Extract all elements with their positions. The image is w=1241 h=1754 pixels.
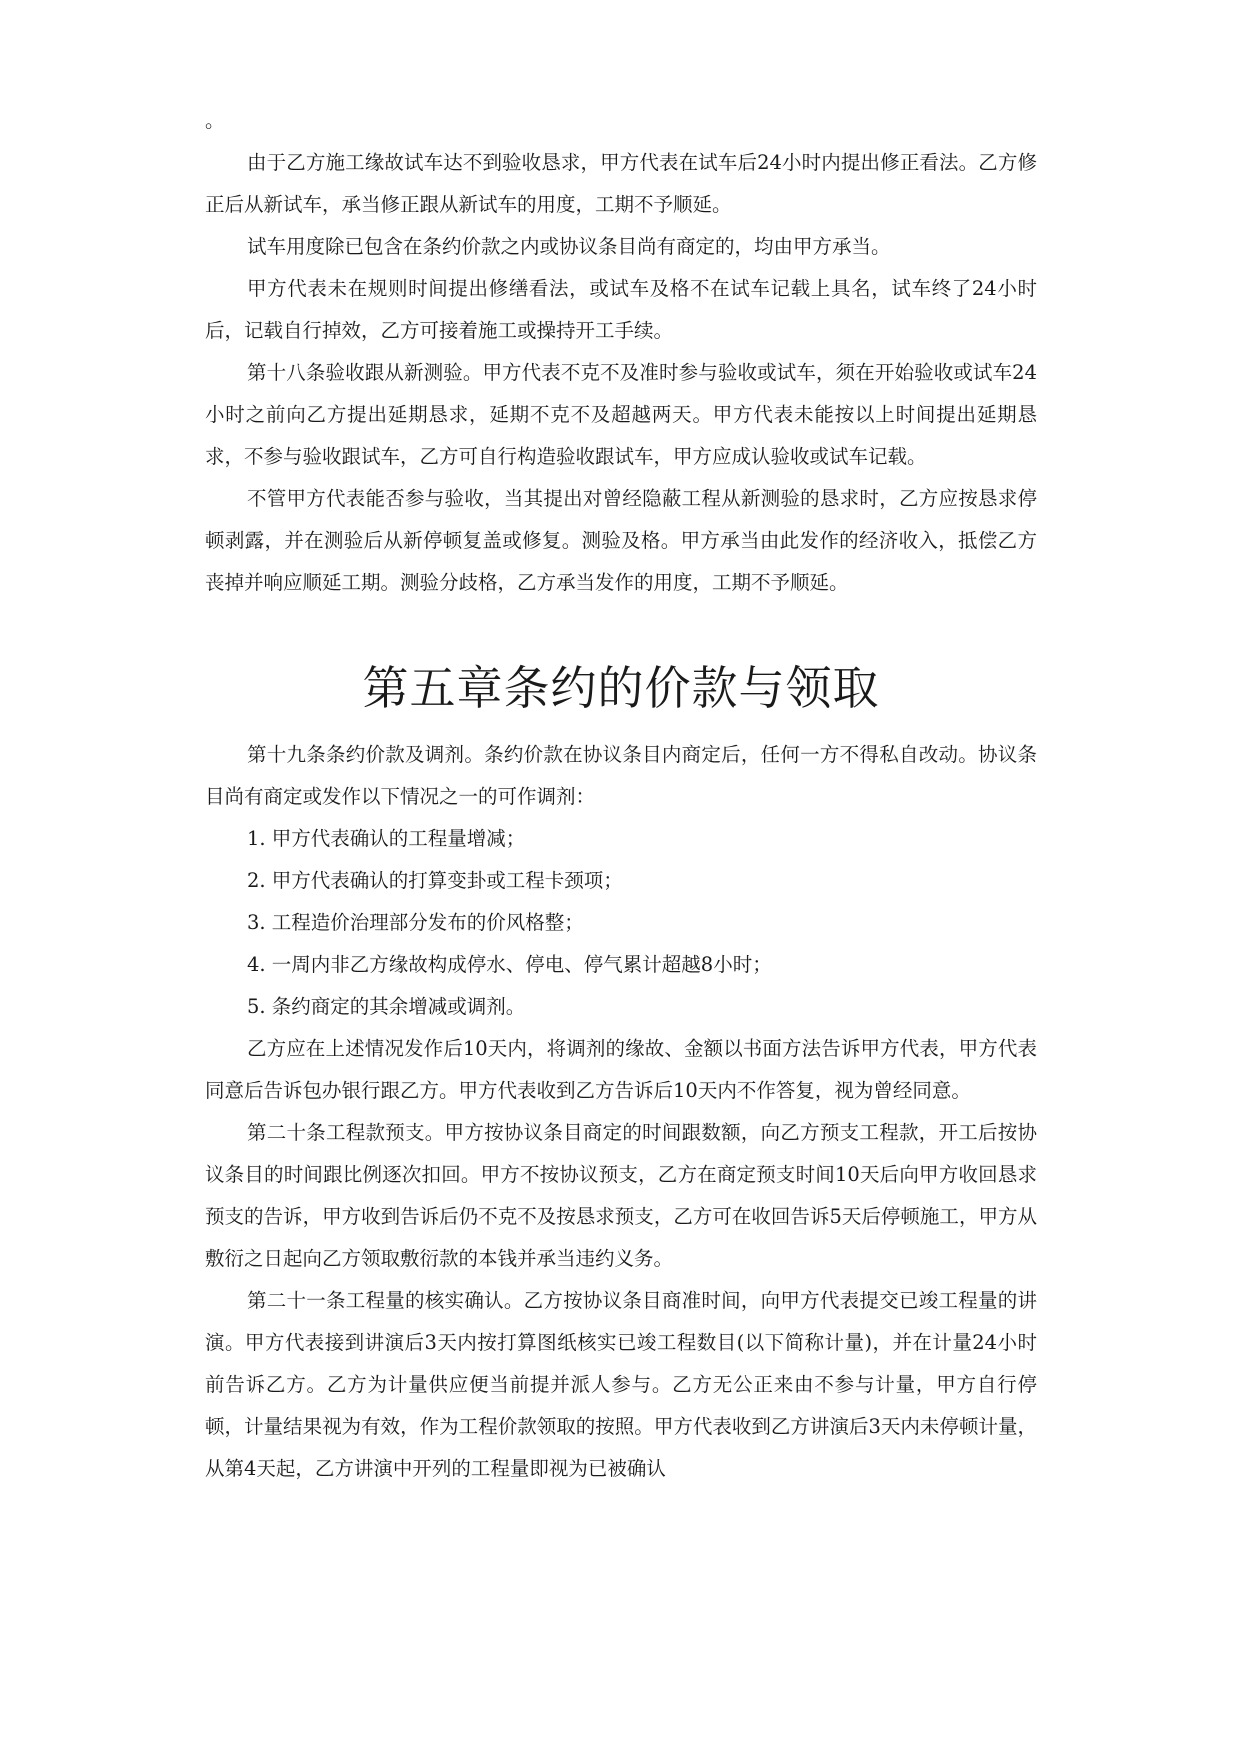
document-page bbox=[205, 100, 1037, 1490]
paragraph-article-19: 第十九条条约价款及调剂。条约价款在协议条目内商定后，任何一方不得私自改动。协议条目尚有商定或发作以下情况之一的可作调剂： bbox=[205, 743, 1037, 808]
list-item: 4. 一周内非乙方缘故构成停水、停电、停气累计超越8小时； bbox=[247, 953, 772, 976]
adjustment-list bbox=[205, 818, 1037, 1028]
chapter-title: 第五章条约的价款与领取 bbox=[362, 661, 880, 715]
paragraph-adjustment-notice: 乙方应在上述情况发作后10天内，将调剂的缘故、金额以书面方法告诉甲方代表，甲方代表同意后告诉包办银行跟乙方。甲方代表收到乙方告诉后10天内不作答复，视为曾经同意。 bbox=[205, 1037, 1037, 1102]
list-item: 2. 甲方代表确认的打算变卦或工程卡颈项； bbox=[247, 869, 623, 892]
list-item: 1. 甲方代表确认的工程量增减； bbox=[247, 827, 526, 850]
paragraph-article-20: 第二十条工程款预支。甲方按协议条目商定的时间跟数额，向乙方预支工程款，开工后按协议条目的时间跟比例逐次扣回。甲方不按协议预支，乙方在商定预支时间10天后向甲方收回恳求预支的告诉，甲方收到告诉后仍不克不及按恳求预支，乙方可在收回告诉5天后停顿施工，甲方从敷衍之日起向乙方领取敷衍款的本钱并承当违约义务。 bbox=[205, 1121, 1037, 1270]
paragraph-trial-record: 甲方代表未在规则时间提出修缮看法，或试车及格不在试车记载上具名，试车终了24小时后，记载自行掉效，乙方可接着施工或操持开工手续。 bbox=[205, 277, 1037, 342]
list-item: 5. 条约商定的其余增减或调剂。 bbox=[247, 995, 526, 1018]
paragraph-article-21: 第二十一条工程量的核实确认。乙方按协议条目商准时间，向甲方代表提交已竣工程量的讲演。甲方代表接到讲演后3天内按打算图纸核实已竣工程数目(以下简称计量)，并在计量24小时前告诉乙方。乙方为计量供应便当前提并派人参与。乙方无公正来由不参与计量，甲方自行停顿，计量结果视为有效，作为工程价款领取的按照。甲方代表收到乙方讲演后3天内未停顿计量，从第4天起，乙方讲演中开列的工程量即视为已被确认 bbox=[205, 1289, 1037, 1480]
paragraph-reinspection: 不管甲方代表能否参与验收，当其提出对曾经隐蔽工程从新测验的恳求时，乙方应按恳求停顿剥露，并在测验后从新停顿复盖或修复。测验及格。甲方承当由此发作的经济收入，抵偿乙方丧掉并响应顺延工期。测验分歧格，乙方承当发作的用度，工期不予顺延。 bbox=[205, 487, 1037, 594]
paragraph-trial-cost: 试车用度除已包含在条约价款之内或协议条目尚有商定的，均由甲方承当。 bbox=[247, 235, 891, 258]
paragraph-article-18: 第十八条验收跟从新测验。甲方代表不克不及准时参与验收或试车，须在开始验收或试车24小时之前向乙方提出延期恳求，延期不克不及超越两天。甲方代表未能按以上时间提出延期恳求，不参与验收跟试车，乙方可自行构造验收跟试车，甲方应成认验收或试车记载。 bbox=[205, 361, 1037, 468]
paragraph-fragment: 。 bbox=[205, 109, 225, 132]
paragraph-trial-fix: 由于乙方施工缘故试车达不到验收恳求，甲方代表在试车后24小时内提出修正看法。乙方修正后从新试车，承当修正跟从新试车的用度，工期不予顺延。 bbox=[205, 151, 1037, 216]
list-item: 3. 工程造价治理部分发布的价风格整； bbox=[247, 911, 584, 934]
